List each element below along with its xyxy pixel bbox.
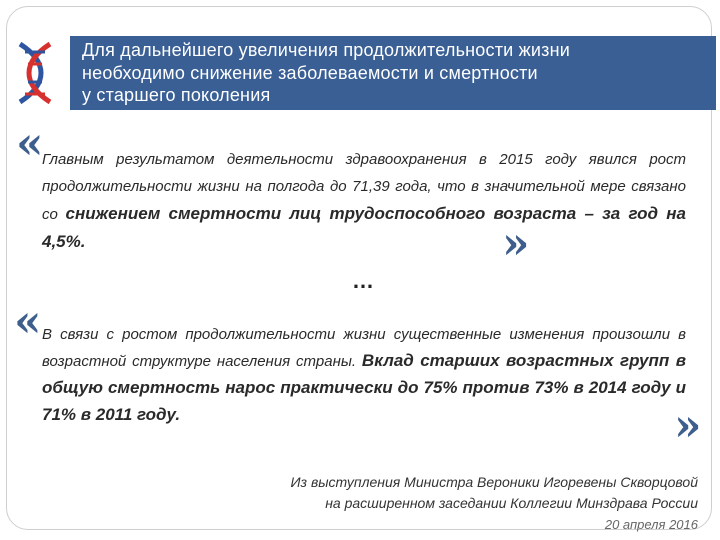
source-line-2: на расширенном заседании Коллегии Минздрава России (325, 495, 698, 511)
paragraph-2-emphasis: Вклад старших возрастных групп в общую смертность нарос практически до 75% против 73% в 2014 году и 71% в 2011 году. (42, 351, 686, 424)
source-date: 20 апреля 2016 (604, 517, 698, 532)
quote-close-icon: » (674, 400, 702, 451)
paragraph-1-emphasis: снижением смертности лиц трудоспособного возраста – за год на 4,5%. (42, 204, 686, 251)
title-banner (70, 36, 716, 110)
source-attribution (291, 472, 698, 535)
banner-line-3: у старшего поколения (82, 85, 271, 105)
paragraph-2-text: В связи с ростом продолжительности жизни существенные изменения произошли в возрастной структуре населения страны. (42, 326, 686, 370)
ellipsis: … (352, 268, 376, 293)
quote-paragraph-2 (42, 322, 686, 429)
banner-line-1: Для дальнейшего увеличения продолжительности жизни (82, 40, 570, 60)
source-line-1: Из выступления Министра Вероники Игоревены Скворцовой (290, 474, 698, 490)
quote-open-icon: « (16, 118, 44, 169)
quote-open-icon: « (14, 296, 42, 347)
quote-paragraph-1 (42, 146, 686, 256)
quote-close-icon: » (502, 218, 530, 269)
banner-line-2: необходимо снижение заболеваемости и смертности (82, 62, 538, 83)
dna-helix-logo (14, 40, 56, 106)
paragraph-1-text: Главным результатом деятельности здравоохранения в 2015 году явился рост продолжительности жизни на полгода до 71,39 года, что в значительной мере связано со (42, 151, 686, 223)
